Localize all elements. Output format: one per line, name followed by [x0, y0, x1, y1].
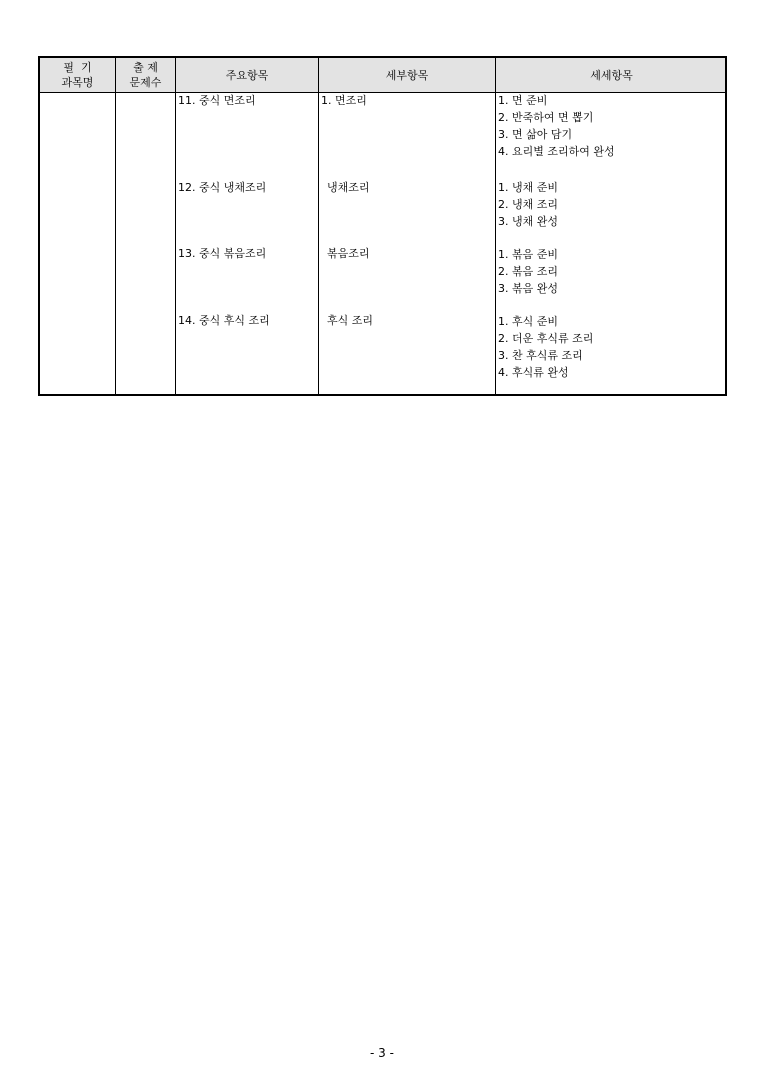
detail-item: 2. 더운 후식류 조리: [498, 332, 594, 345]
detail-item: 3. 볶음 완성: [498, 282, 558, 295]
main-item: 13. 중식 볶음조리: [178, 247, 267, 260]
detail-item: 1. 후식 준비: [498, 315, 558, 328]
detail-item: 3. 면 삶아 담기: [498, 128, 573, 141]
page-number: - 3 -: [370, 1046, 394, 1060]
detail-item: 3. 찬 후식류 조리: [498, 349, 583, 362]
curriculum-table: [38, 56, 727, 396]
detail-item: 3. 냉채 완성: [498, 215, 558, 228]
header-question-count: [116, 58, 175, 92]
main-item: 12. 중식 냉채조리: [178, 181, 267, 194]
header-sub-item: [319, 58, 495, 92]
header-count-line1: 출 제: [133, 61, 158, 74]
column-divider: [115, 58, 116, 394]
detail-item: 4. 요리별 조리하여 완성: [498, 145, 615, 158]
main-item: 11. 중식 면조리: [178, 94, 256, 107]
sub-item: 볶음조리: [327, 247, 370, 260]
column-divider: [495, 58, 496, 394]
main-item: 14. 중식 후식 조리: [178, 314, 270, 327]
detail-item: 1. 볶음 준비: [498, 248, 558, 261]
detail-item: 2. 반죽하여 면 뽑기: [498, 111, 594, 124]
column-divider: [175, 58, 176, 394]
header-main-item: [176, 58, 318, 92]
column-divider: [318, 58, 319, 394]
header-count-line2: 문제수: [129, 76, 162, 89]
header-main-label: 주요항목: [225, 68, 269, 82]
detail-item: 1. 면 준비: [498, 94, 548, 107]
header-subject-line1: 필 기: [63, 61, 92, 74]
header-detail-item: [496, 58, 727, 92]
header-subject: [40, 58, 115, 92]
detail-item: 1. 냉채 준비: [498, 181, 558, 194]
detail-item: 2. 볶음 조리: [498, 265, 558, 278]
sub-item: 1. 면조리: [321, 94, 367, 107]
sub-item: 후식 조리: [327, 314, 374, 327]
header-subject-line2: 과목명: [61, 76, 94, 89]
detail-item: 4. 후식류 완성: [498, 366, 569, 379]
header-sub-label: 세부항목: [385, 68, 429, 82]
detail-item: 2. 냉채 조리: [498, 198, 558, 211]
header-detail-label: 세세항목: [590, 68, 633, 82]
sub-item: 냉채조리: [327, 181, 370, 194]
